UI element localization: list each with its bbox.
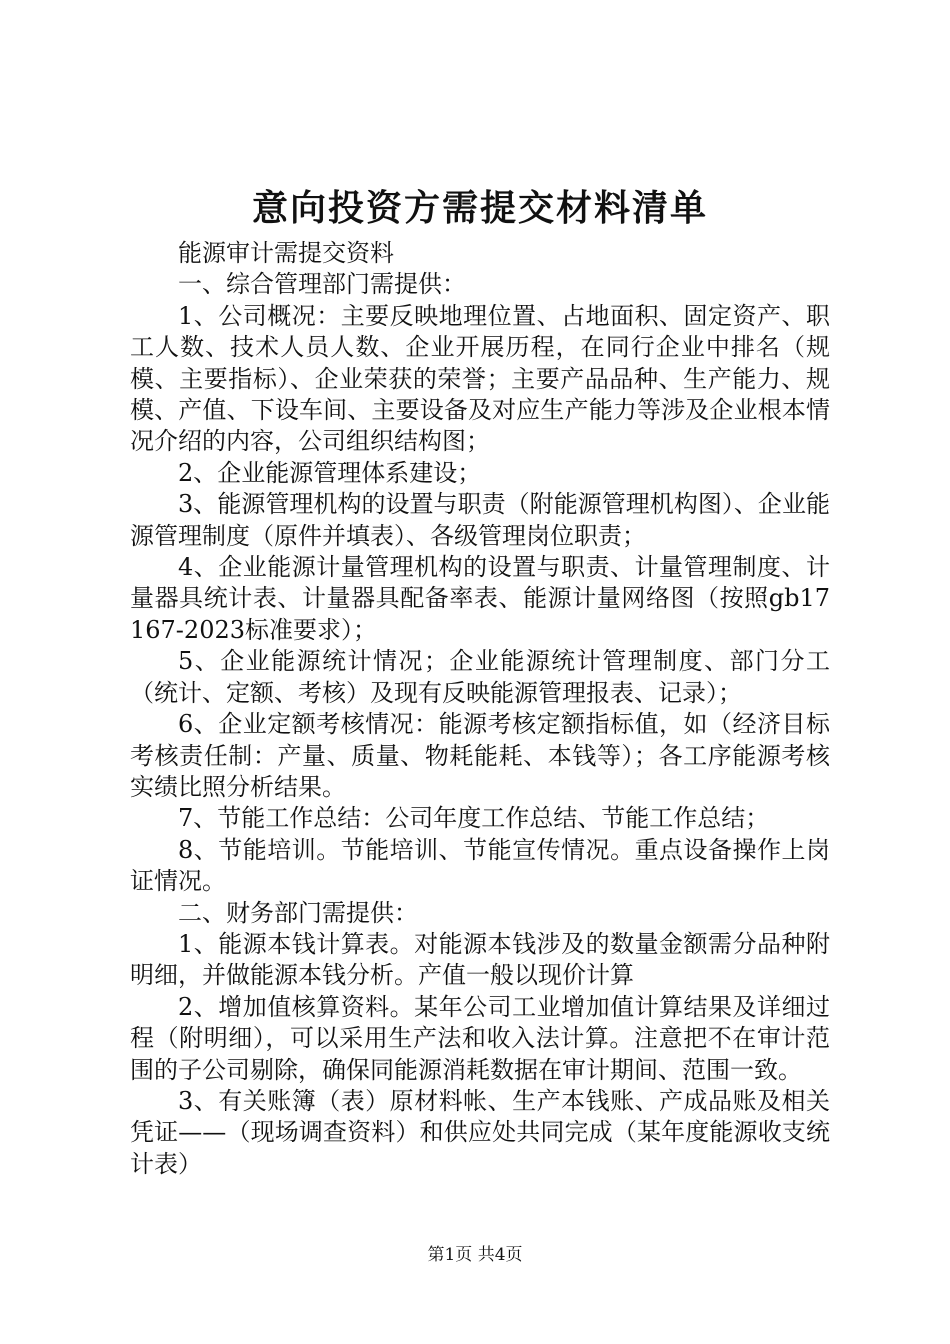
- list-item: 8、节能培训。节能培训、节能宣传情况。重点设备操作上岗证情况。: [130, 835, 830, 896]
- section-heading-general: 一、综合管理部门需提供：: [178, 270, 466, 299]
- list-item: 6、企业定额考核情况：能源考核定额指标值，如（经济目标考核责任制：产量、质量、物耗能耗、本钱等）；各工序能源考核实绩比照分析结果。: [130, 710, 830, 801]
- list-item: 7、节能工作总结：公司年度工作总结、节能工作总结；: [178, 804, 770, 833]
- paragraph-heading: 能源审计需提交资料: [178, 239, 394, 267]
- list-item: 2、增加值核算资料。某年公司工业增加值计算结果及详细过程（附明细），可以采用生产法和收入法计算。注意把不在审计范围的子公司剔除，确保同能源消耗数据在审计期间、范围一致。: [130, 992, 830, 1084]
- document-title: 意向投资方需提交材料清单: [251, 187, 708, 229]
- document-page: [130, 180, 830, 1180]
- list-item: 5、企业能源统计情况；企业能源统计管理制度、部门分工（统计、定额、考核）及现有反映能源管理报表、记录）；: [130, 647, 830, 707]
- section-heading-finance: 二、财务部门需提供：: [178, 898, 418, 927]
- list-item: 1、能源本钱计算表。对能源本钱涉及的数量金额需分品种附明细，并做能源本钱分析。产值一般以现价计算: [130, 929, 830, 990]
- list-item: 1、公司概况：主要反映地理位置、占地面积、固定资产、职工人数、技术人员人数、企业开展历程，在同行企业中排名（规模、主要指标）、企业荣获的荣誉；主要产品品种、生产能力、规模、产值、下设车间、主要设备及对应生产能力等涉及企业根本情况介绍的内容，公司组织结构图；: [130, 301, 830, 456]
- list-item: 4、企业能源计量管理机构的设置与职责、计量管理制度、计量器具统计表、计量器具配备率表、能源计量网络图（按照gb17167-2023标准要求）；: [130, 553, 830, 644]
- list-item: 3、能源管理机构的设置与职责（附能源管理机构图）、企业能源管理制度（原件并填表）、各级管理岗位职责；: [130, 490, 830, 550]
- page-number-footer: 第1页 共4页: [427, 1245, 523, 1265]
- list-item: 3、有关账簿（表）原材料帐、生产本钱账、产成品账及相关凭证——（现场调查资料）和供应处共同完成（某年度能源收支统计表）: [130, 1086, 830, 1178]
- list-item: 2、企业能源管理体系建设；: [178, 458, 482, 487]
